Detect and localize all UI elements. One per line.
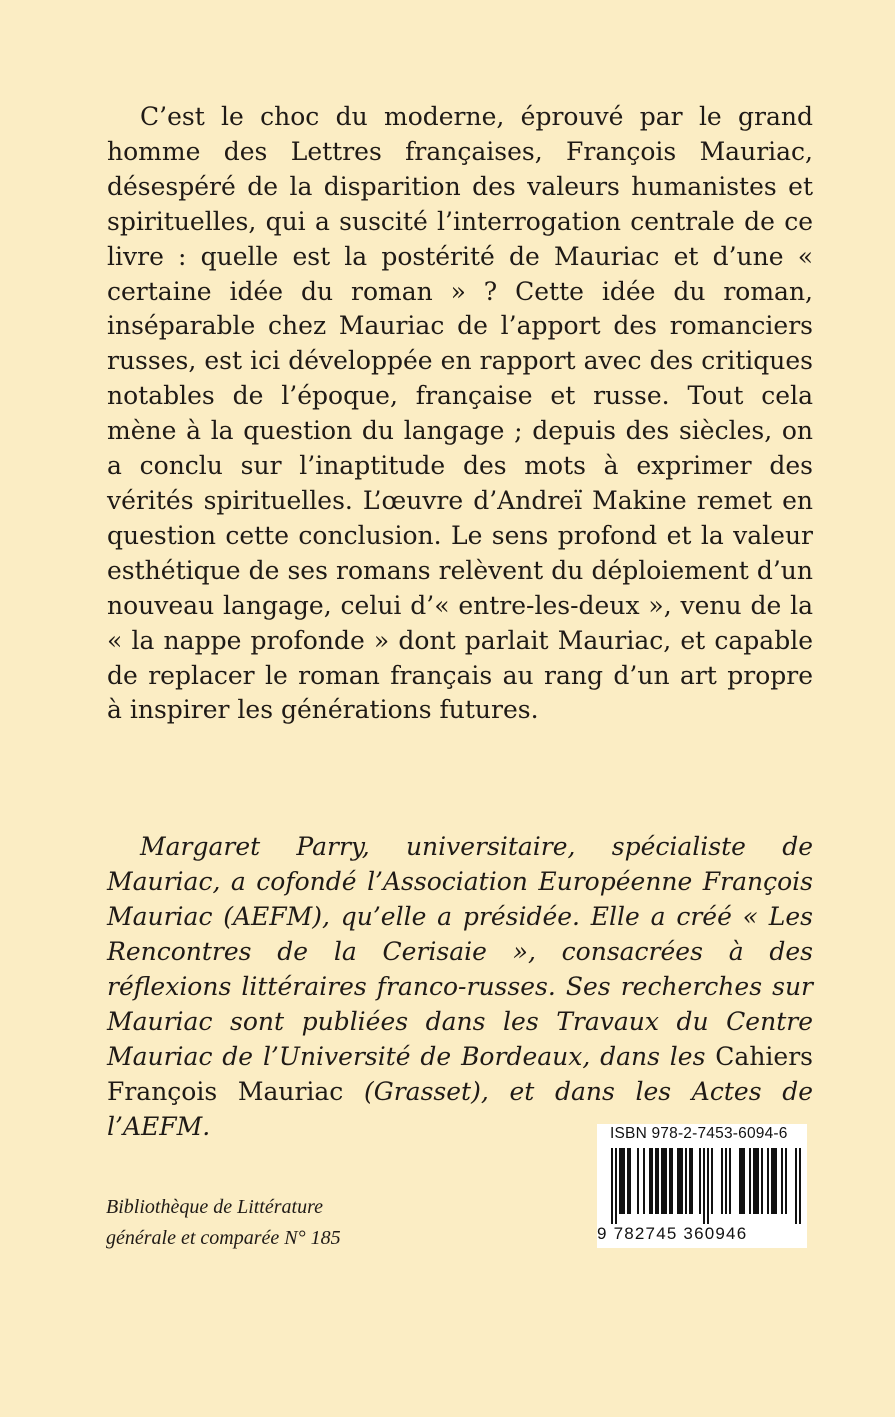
series-info (106, 1192, 436, 1254)
barcode-bar (657, 1148, 659, 1214)
barcode-bar (799, 1148, 801, 1224)
barcode-bar (725, 1148, 727, 1214)
barcode-bar (785, 1148, 787, 1214)
series-line-1: Bibliothèque de Littérature (106, 1196, 324, 1218)
barcode-bar (691, 1148, 693, 1214)
barcode-bar (681, 1148, 683, 1214)
isbn-barcode-block (597, 1124, 807, 1248)
barcode-bar (661, 1148, 663, 1214)
barcode-bar (741, 1148, 743, 1214)
barcode-bar (767, 1148, 769, 1214)
barcode-bar (629, 1148, 631, 1214)
barcode-bar (739, 1148, 741, 1214)
barcode-bar (615, 1148, 617, 1224)
barcode-bar (795, 1148, 797, 1224)
barcode-bar (773, 1148, 775, 1214)
barcode-bar (651, 1148, 653, 1214)
barcode-bar (665, 1148, 667, 1214)
barcode-bar (729, 1148, 731, 1214)
barcode-bar (621, 1148, 623, 1214)
barcode-bar (643, 1148, 645, 1214)
barcode-bar (669, 1148, 671, 1214)
barcode-bar (655, 1148, 657, 1214)
barcode-bar (771, 1148, 773, 1214)
barcode-bar (663, 1148, 665, 1214)
barcode-bar (677, 1148, 679, 1214)
barcode-bar (637, 1148, 639, 1214)
barcode-bar (611, 1148, 613, 1224)
isbn-number: 9 782745 360946 (597, 1224, 748, 1243)
barcode-bar (757, 1148, 759, 1214)
barcode-bar (711, 1148, 713, 1214)
barcode-bar (679, 1148, 681, 1214)
barcode-bar (707, 1148, 709, 1224)
series-line-2: générale et comparée N° 185 (106, 1227, 341, 1249)
barcode-bar (721, 1148, 723, 1214)
bio-text-after: (Grasset), et dans les Actes de l’AEFM. (107, 1077, 813, 1141)
barcode-bar (685, 1148, 687, 1214)
barcode-bar (703, 1148, 705, 1224)
barcode-bar (623, 1148, 625, 1214)
barcode-bar (761, 1148, 763, 1214)
barcode-bar (671, 1148, 673, 1214)
bio-journal-title: Cahiers François Mauriac (107, 1042, 813, 1106)
barcode-bar (775, 1148, 777, 1214)
bio-text-before: Margaret Parry, universitaire, spécialiste de Mauriac, a cofondé l’Association Européenne François Mauriac (AEFM), qu’elle a présidée. Elle a créé « Les Rencontres de la Cerisaie », consacrées à des réflexions littéraires franco-russes. Ses recherches sur Mauriac sont publiées dans les Travaux du Centre Mauriac de l’Université de Bordeaux, dans les (107, 832, 813, 1071)
barcode-bar (689, 1148, 691, 1214)
barcode-bar (781, 1148, 783, 1214)
barcode-bar (619, 1148, 621, 1214)
barcode-bar (627, 1148, 629, 1214)
barcode-bar (749, 1148, 751, 1214)
barcode-bar (755, 1148, 757, 1214)
barcode (597, 1148, 807, 1224)
barcode-bar (743, 1148, 745, 1214)
barcode-bar (699, 1148, 701, 1214)
barcode-bar (649, 1148, 651, 1214)
author-biography (107, 829, 813, 1144)
book-summary: C’est le choc du moderne, éprouvé par le grand homme des Lettres françaises, François Mauriac, désespéré de la disparition des valeurs humanistes et spirituelles, qui a suscité l’interrogation centrale de ce livre : quelle est la postérité de Mauriac et d’une « certaine idée du roman » ? Cette idée du roman, inséparable chez Mauriac de l’apport des romanciers russes, est ici développée en rapport avec des critiques notables de l’époque, française et russe. Tout cela mène à la question du langage ; depuis des siècles, on a conclu sur l’inaptitude des mots à exprimer des vérités spirituelles. L’œuvre d’Andreï Makine remet en question cette conclusion. Le sens profond et la valeur esthétique de ses romans relèvent du déploiement d’un nouveau langage, celui d’« entre-les-deux », venu de la « la nappe profonde » dont parlait Mauriac, et capable de replacer le roman français au rang d’un art propre à inspirer les générations futures. (107, 102, 813, 725)
barcode-bar (753, 1148, 755, 1214)
isbn-label: ISBN 978-2-7453-6094-6 (610, 1125, 788, 1142)
